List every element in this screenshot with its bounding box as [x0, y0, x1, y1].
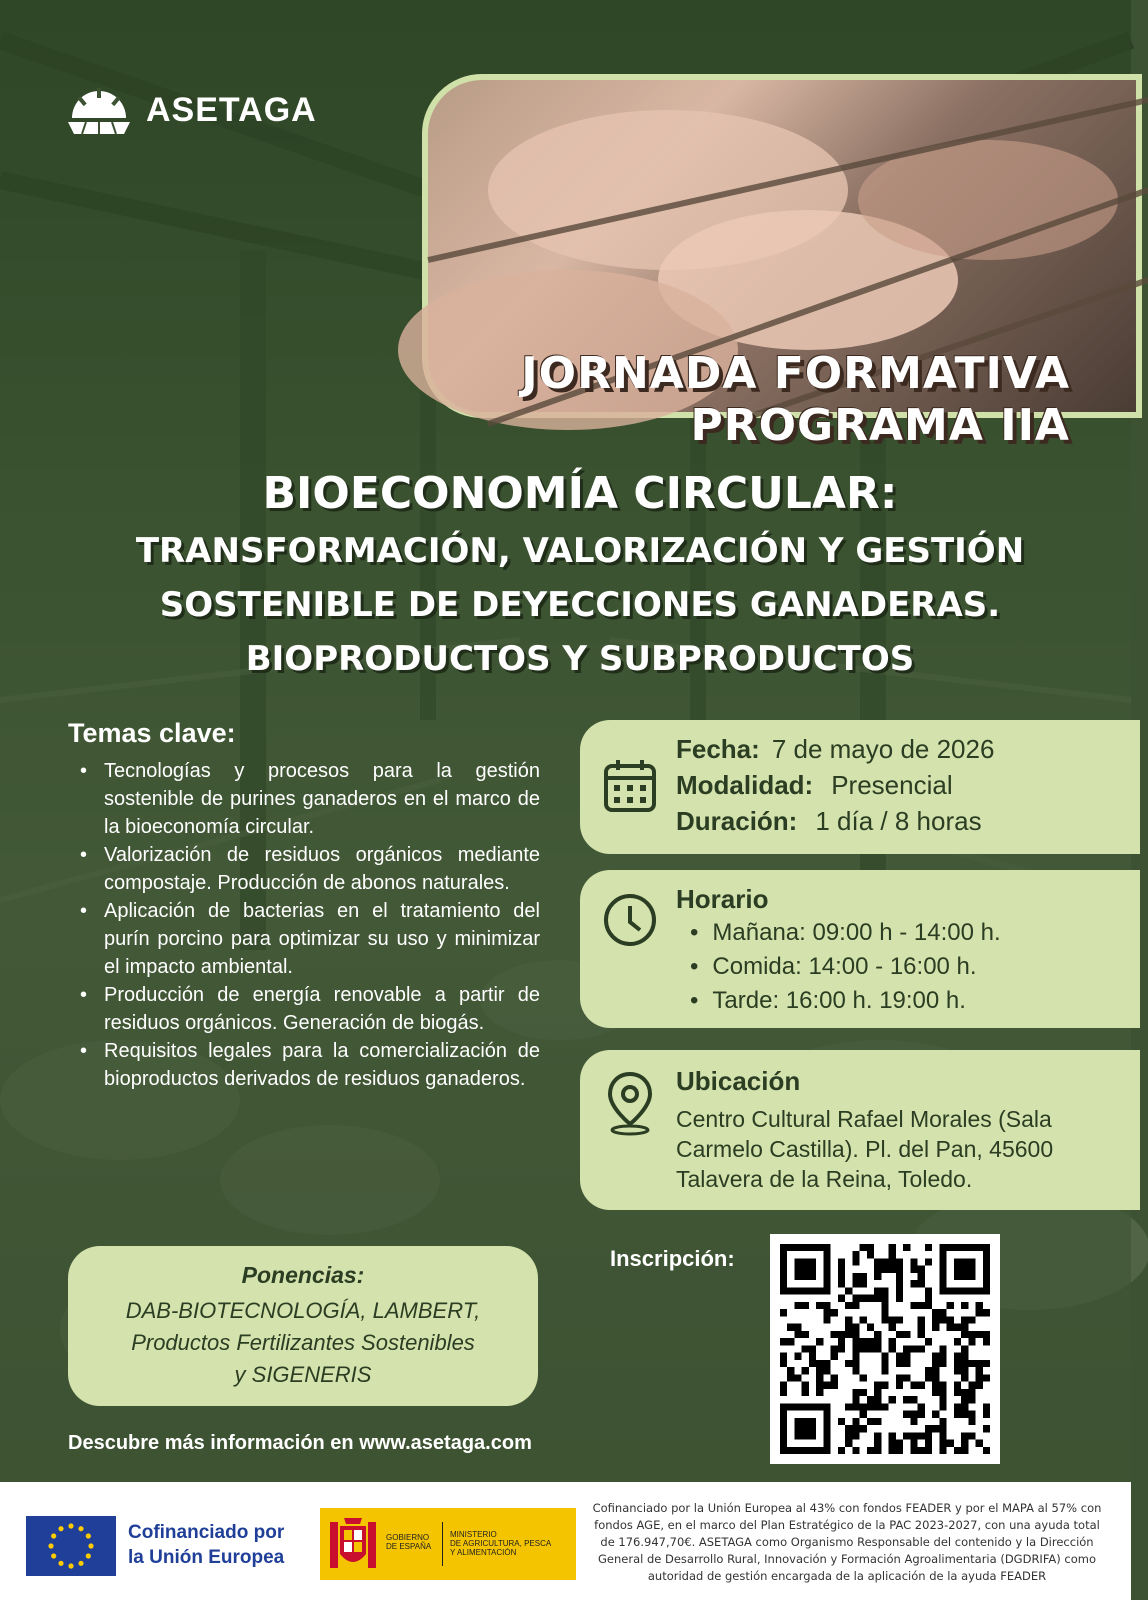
notice-line-4: General de Desarrollo Rural, Innovación y Formación Agroalimentaria (DGDRIFA) como	[598, 1552, 1096, 1566]
date-label: Fecha:	[676, 734, 760, 764]
eu-line-2: la Unión Europea	[128, 1547, 285, 1568]
eu-line-1: Cofinanciado por	[128, 1522, 285, 1543]
date-value: 7 de mayo de 2026	[771, 734, 995, 764]
main-title	[80, 464, 1080, 686]
title-line-3: SOSTENIBLE DE DEYECCIONES GANADERAS.	[159, 585, 1001, 625]
pigs-photo-banner	[422, 74, 1142, 451]
eu-star	[78, 1561, 83, 1566]
list-item: • Requisitos legales para la comercialización de bioproductos derivados de residuos ganaderos.	[68, 1037, 540, 1093]
modality-row	[676, 770, 953, 801]
key-topics-section	[68, 718, 540, 1093]
notice-line-1: Cofinanciado por la Unión Europea al 43% con fondos FEADER y por el MAPA al 57% con	[592, 1501, 1102, 1515]
address-line-2: Carmelo Castilla). Pl. del Pan, 45600	[676, 1136, 1054, 1162]
qr-code-image	[780, 1244, 990, 1454]
speakers-box	[68, 1246, 538, 1406]
key-topics-list	[68, 757, 540, 1093]
ministry-line-3: Y ALIMENTACIÓN	[450, 1548, 517, 1557]
notice-line-5: autoridad de gestión encargada de la aplicación de la ayuda FEADER	[647, 1569, 1047, 1583]
schedule-heading: Horario	[676, 884, 769, 914]
eu-star	[88, 1543, 93, 1548]
more-info-link[interactable]: Descubre más información en www.asetaga.com	[68, 1432, 532, 1454]
eu-star	[68, 1563, 73, 1568]
gov-label	[386, 1533, 431, 1551]
notice-line-2: fondos AGE, en el marco del Plan Estratégico de la PAC 2023-2027, con una ayuda total	[594, 1518, 1100, 1532]
eu-flag-icon	[26, 1516, 116, 1576]
clock-icon	[602, 892, 658, 948]
registration-qr-code[interactable]	[770, 1234, 1000, 1464]
gov-line-1: GOBIERNO	[386, 1533, 430, 1542]
address-line-1: Centro Cultural Rafael Morales (Sala	[676, 1106, 1052, 1132]
eu-star	[86, 1553, 91, 1558]
speakers-line-2: Productos Fertilizantes Sostenibles	[131, 1330, 475, 1355]
coat-of-arms-icon	[326, 1514, 380, 1574]
schedule-card	[580, 870, 1140, 1028]
list-item: • Tarde: 16:00 h. 19:00 h.	[676, 984, 1001, 1018]
modality-value: Presencial	[831, 770, 953, 800]
banner-line-2: PROGRAMA IIA	[690, 400, 1070, 451]
speakers-line-3: y SIGENERIS	[234, 1362, 372, 1387]
address-line-3: Talavera de la Reina, Toledo.	[676, 1166, 973, 1192]
title-line-1: BIOECONOMÍA CIRCULAR:	[262, 468, 898, 519]
schedule-list	[676, 916, 1001, 1018]
duration-row	[676, 806, 982, 837]
cofinancing-notice	[592, 1500, 1102, 1585]
eu-cofinancing-label	[128, 1520, 284, 1570]
duration-value: 1 día / 8 horas	[815, 806, 982, 836]
eu-star	[68, 1523, 73, 1528]
spanish-government-logo	[320, 1508, 576, 1580]
calendar-icon	[602, 758, 658, 814]
ministry-line-1: MINISTERIO	[450, 1530, 497, 1539]
eu-star	[51, 1533, 56, 1538]
brand-name: ASETAGA	[146, 90, 317, 129]
eu-star	[58, 1526, 63, 1531]
eu-star	[78, 1526, 83, 1531]
date-row	[676, 734, 994, 765]
eu-star	[58, 1561, 63, 1566]
banner-line-1: JORNADA FORMATIVA	[521, 348, 1070, 399]
title-line-2: TRANSFORMACIÓN, VALORIZACIÓN Y GESTIÓN	[135, 531, 1025, 571]
asetaga-logo	[66, 84, 317, 136]
speakers-heading: Ponencias:	[241, 1262, 365, 1288]
location-card	[580, 1050, 1140, 1210]
key-topics-heading: Temas clave:	[68, 718, 236, 748]
eu-star	[86, 1533, 91, 1538]
title-line-4: BIOPRODUCTOS Y SUBPRODUCTOS	[245, 639, 915, 679]
eu-star	[48, 1543, 53, 1548]
location-heading: Ubicación	[676, 1066, 801, 1096]
list-item: • Valorización de residuos orgánicos mediante compostaje. Producción de abonos naturales.	[68, 841, 540, 897]
modality-label: Modalidad:	[676, 770, 814, 800]
list-item: • Comida: 14:00 - 16:00 h.	[676, 950, 1001, 984]
registration-label: Inscripción:	[610, 1246, 735, 1271]
list-item: • Aplicación de bacterias en el tratamiento del purín porcino para optimizar su uso y minimizar el impacto ambiental.	[68, 897, 540, 981]
ministry-line-2: DE AGRICULTURA, PESCA	[450, 1539, 552, 1548]
tractor-wheel-icon	[66, 84, 132, 136]
list-item: • Tecnologías y procesos para la gestión sostenible de purines ganaderos en el marco de la bioeconomía circular.	[68, 757, 540, 841]
location-pin-icon	[602, 1070, 658, 1136]
ministry-label	[450, 1530, 551, 1557]
notice-line-3: de 176.947,70€. ASETAGA como Organismo Responsable del contenido y la Dirección	[600, 1535, 1094, 1549]
location-address	[676, 1104, 1096, 1194]
divider	[442, 1522, 443, 1566]
banner-title	[521, 348, 1070, 452]
event-details-card	[580, 720, 1140, 854]
duration-label: Duración:	[676, 806, 798, 836]
list-item: • Producción de energía renovable a partir de residuos orgánicos. Generación de biogás.	[68, 981, 540, 1037]
eu-star	[51, 1553, 56, 1558]
gov-line-2: DE ESPAÑA	[386, 1542, 432, 1551]
speakers-line-1: DAB-BIOTECNOLOGÍA, LAMBERT,	[125, 1298, 481, 1323]
list-item: • Mañana: 09:00 h - 14:00 h.	[676, 916, 1001, 950]
